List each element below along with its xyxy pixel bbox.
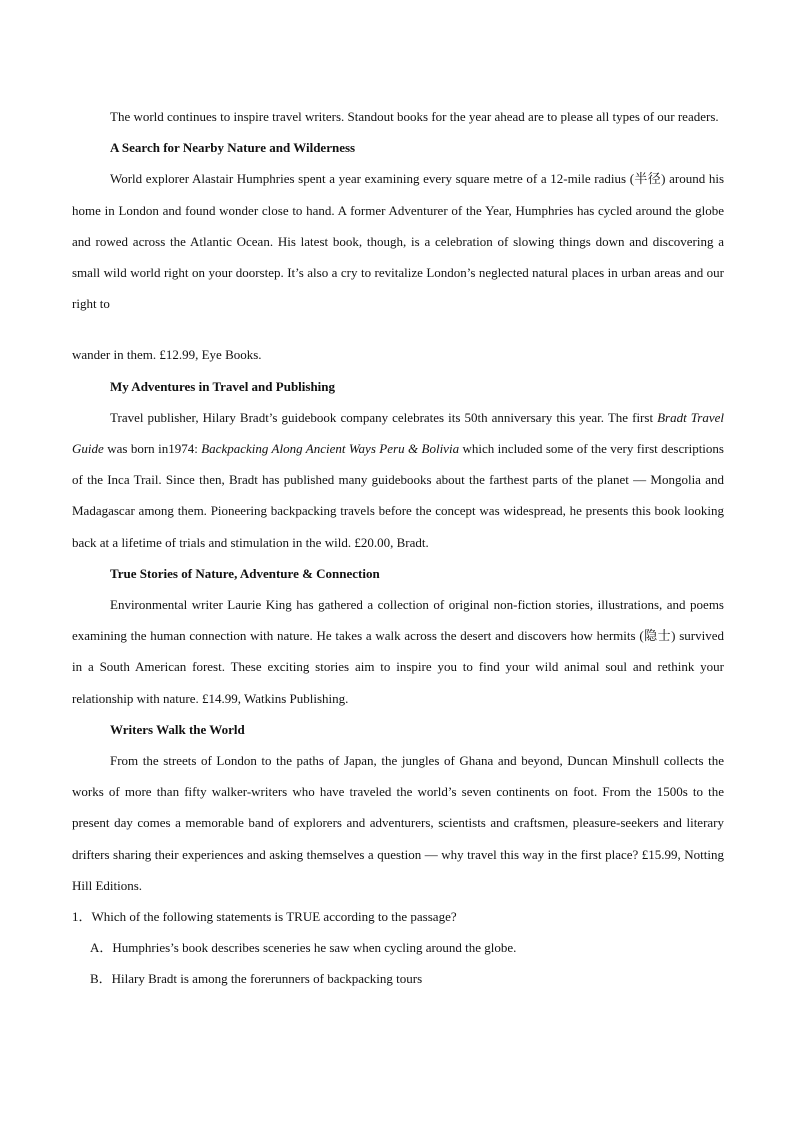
question-stem: 1．Which of the following statements is TRUE according to the passage? bbox=[72, 909, 457, 925]
section-heading-nature: A Search for Nearby Nature and Wilderness bbox=[110, 140, 356, 156]
publishing-text-b: was born in1974: bbox=[103, 441, 202, 457]
question-option-b: B．Hilary Bradt is among the forerunners of backpacking tours bbox=[90, 971, 423, 987]
section-body-writers-walk: From the streets of London to the paths of Japan, the jungles of Ghana and beyond, Duncan Minshull collects the works of more than fifty walker-writers who have traveled the world’s seven continents on foot. From the 1500s to the present day comes a memorable band of explorers and adventurers, scientists and craftsmen, pleasure-seekers and literary drifters sharing their experiences and asking themselves a question — why travel this way in the first place? £15.99, Notting Hill Editions. bbox=[72, 753, 724, 893]
document-page bbox=[72, 101, 724, 995]
question-option-a: A．Humphries’s book describes sceneries he saw when cycling around the globe. bbox=[90, 940, 517, 956]
publishing-text-c: which included some of the very first descriptions of the Inca Trail. Since then, Bradt has published many guidebooks about the farthest parts of the planet — Mongolia and Madagascar among them. Pioneering backpacking travels before the concept was widespread, he presents this book looking back at a lifetime of trials and stimulation in the wild. £20.00, Bradt. bbox=[72, 441, 724, 550]
section-body-nature-continued: wander in them. £12.99, Eye Books. bbox=[72, 347, 262, 363]
section-body-publishing bbox=[72, 402, 724, 558]
publishing-book-title-1: Bradt Travel Guide bbox=[72, 409, 724, 457]
intro-paragraph: The world continues to inspire travel writers. Standout books for the year ahead are to please all types of our readers. bbox=[110, 109, 719, 124]
section-heading-publishing: My Adventures in Travel and Publishing bbox=[110, 378, 336, 394]
publishing-text-a: Travel publisher, Hilary Bradt’s guidebook company celebrates its 50th anniversary this year. The first bbox=[110, 409, 658, 425]
section-heading-writers-walk: Writers Walk the World bbox=[110, 721, 245, 737]
publishing-book-title-2: Backpacking Along Ancient Ways Peru & Bolivia bbox=[201, 441, 460, 457]
section-body-true-stories: Environmental writer Laurie King has gathered a collection of original non-fiction stories, illustrations, and poems examining the human connection with nature. He takes a walk across the desert and discovers how hermits (隐士) survived in a South American forest. These exciting stories aim to inspire you to find your wild animal soul and rethink your relationship with nature. £14.99, Watkins Publishing. bbox=[72, 597, 724, 706]
section-heading-true-stories: True Stories of Nature, Adventure & Connection bbox=[110, 565, 380, 581]
section-body-nature: World explorer Alastair Humphries spent a year examining every square metre of a 12-mile radius (半径) around his home in London and found wonder close to hand. A former Adventurer of the Year, Humphries has cycled around the globe and rowed across the Atlantic Ocean. His latest book, though, is a celebration of slowing things down and discovering a small wild world right on your doorstep. It’s also a cry to revitalize London’s neglected natural places in urban areas and our right to bbox=[72, 171, 724, 312]
